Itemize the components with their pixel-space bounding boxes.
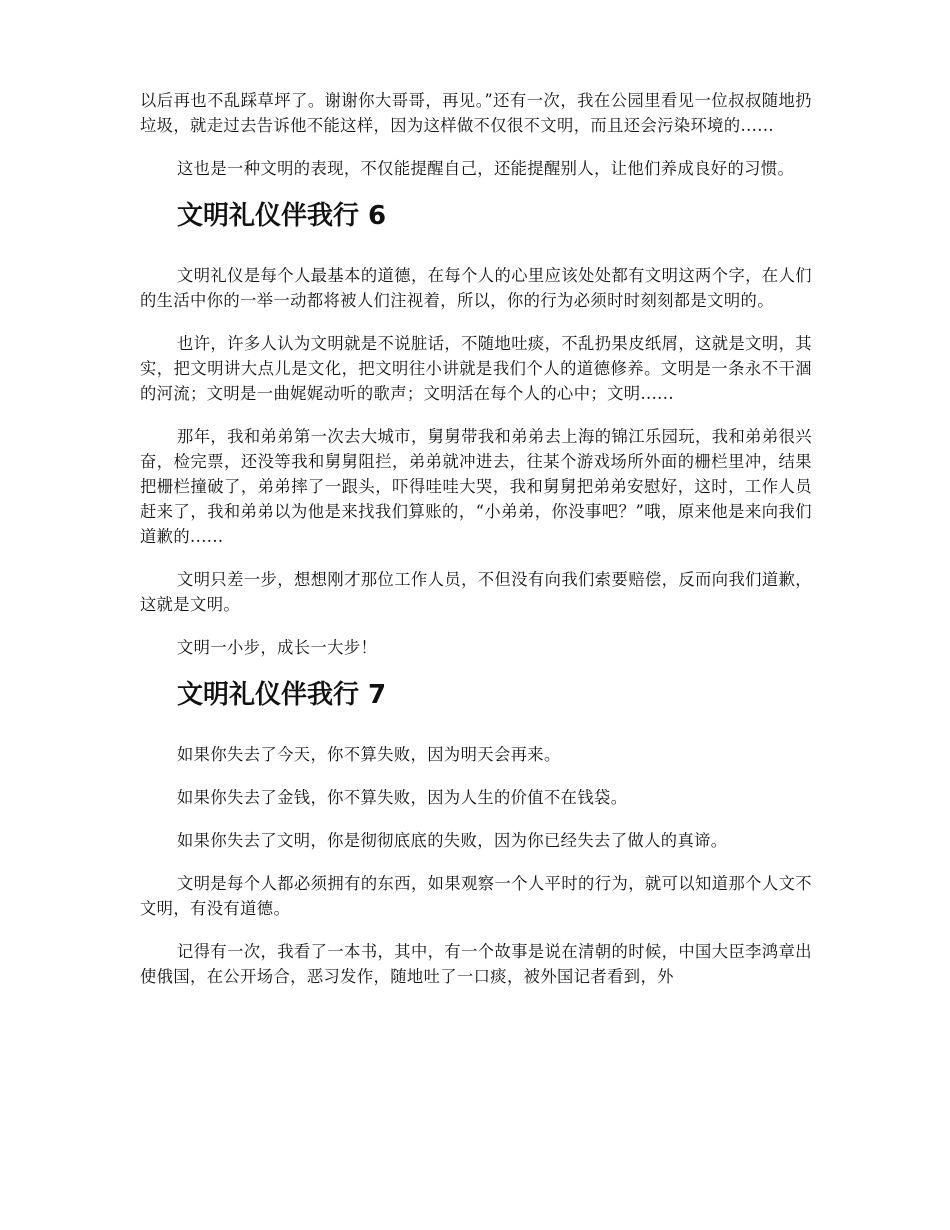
section6-paragraph: 文明一小步，成长一大步！ [177,638,378,657]
paragraph-intro-1: 以后再也不乱踩草坪了。谢谢你大哥哥，再见。”还有一次，我在公园里看见一位叔叔随地扔垃圾，就走过去告诉他不能这样，因为这样做不仅很不文明，而且还会污染环境的...... [140,91,812,135]
section7-paragraph: 如果你失去了金钱，你不算失败，因为人生的价值不在钱袋。 [177,788,628,807]
section6-paragraph: 文明礼仪是每个人最基本的道德，在每个人的心里应该处处都有文明这两个字，在人们的生活中你的一举一动都将被人们注视着，所以，你的行为必须时时刻刻都是文明的。 [140,266,812,310]
section-heading-6: 文明礼仪伴我行 6 [177,201,387,231]
section7-paragraph: 文明是每个人都必须拥有的东西，如果观察一个人平时的行为，就可以知道那个人文不文明，有没有道德。 [140,874,812,918]
section6-paragraph: 那年，我和弟弟第一次去大城市，舅舅带我和弟弟去上海的锦江乐园玩，我和弟弟很兴奋，检完票，还没等我和舅舅阻拦，弟弟就冲进去，往某个游戏场所外面的栅栏里冲，结果把栅栏撞破了，弟弟摔了一跟头，吓得哇哇大哭，我和舅舅把弟弟安慰好，这时，工作人员赶来了，我和弟弟以为他是来找我们算账的，“小弟弟，你没事吧？”哦，原来他是来向我们道歉的...... [140,427,812,546]
paragraph-intro-2: 这也是一种文明的表现，不仅能提醒自己，还能提醒别人，让他们养成良好的习惯。 [177,159,795,178]
section7-paragraph: 记得有一次，我看了一本书，其中，有一个故事是说在清朝的时候，中国大臣李鸿章出使俄国，在公开场合，恶习发作，随地吐了一口痰，被外国记者看到，外 [140,942,812,986]
section7-paragraph: 如果你失去了今天，你不算失败，因为明天会再来。 [177,745,561,764]
document-page [140,88,812,1007]
section6-paragraph: 也许，许多人认为文明就是不说脏话，不随地吐痰，不乱扔果皮纸屑，这就是文明，其实，把文明讲大点儿是文化，把文明往小讲就是我们个人的道德修养。文明是一条永不干涸的河流；文明是一曲娓娓动听的歌声；文明活在每个人的心中；文明...... [140,334,812,403]
section6-paragraph: 文明只差一步，想想刚才那位工作人员，不但没有向我们索要赔偿，反而向我们道歉，这就是文明。 [140,570,812,614]
section7-paragraph: 如果你失去了文明，你是彻彻底底的失败，因为你已经失去了做人的真谛。 [177,831,728,850]
section-heading-7: 文明礼仪伴我行 7 [177,680,387,710]
